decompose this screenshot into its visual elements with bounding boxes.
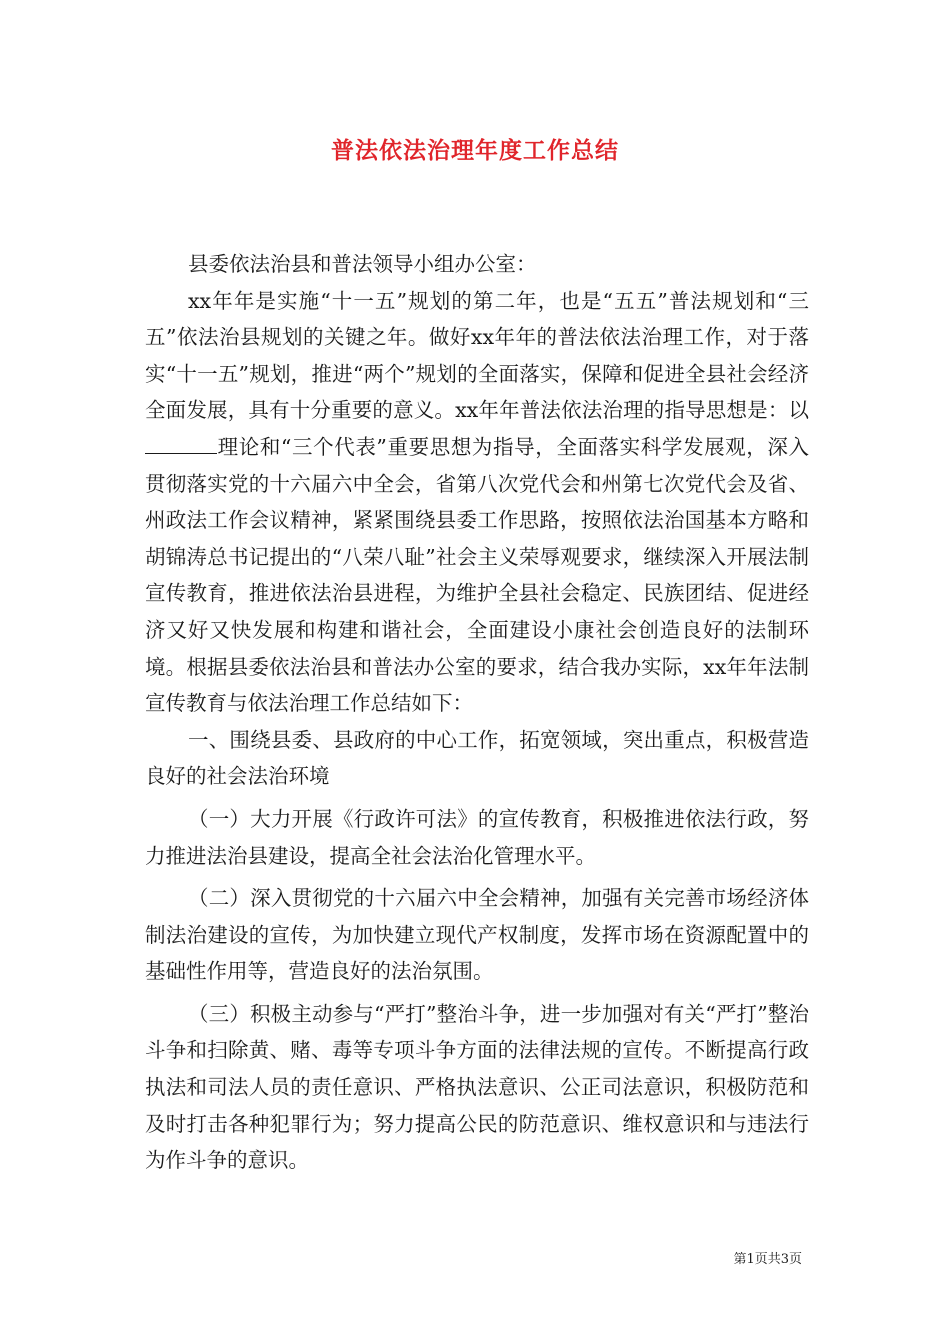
page-number: 第1页共3页	[733, 1252, 802, 1267]
blank-fill-line	[145, 435, 217, 454]
document-body	[145, 246, 809, 1179]
subsection-3: （三）积极主动参与“严打”整治斗争，进一步加强对有关“严打”整治斗争和扫除黄、赌、毒等专项斗争方面的法律法规的宣传。不断提高行政执法和司法人员的责任意识、严格执法意识、公正司法意识，积极防范和及时打击各种犯罪行为；努力提高公民的防范意识、维权意识和与违法行为作斗争的意识。	[145, 1001, 809, 1173]
subsection-1: （一）大力开展《行政许可法》的宣传教育，积极推进依法行政，努力推进法治县建设，提高全社会法治化管理水平。	[145, 806, 809, 868]
intro-paragraph-part-2: 理论和“三个代表”重要思想为指导，全面落实科学发展观，深入贯彻落实党的十六届六中全会，省第八次党代会和州第七次党代会及省、州政法工作会议精神，紧紧围绕县委工作思路，按照依法治国基本方略和胡锦涛总书记提出的“八荣八耻”社会主义荣辱观要求，继续深入开展法制宣传教育，推进依法治县进程，为维护全县社会稳定、民族团结、促进经济又好又快发展和构建和谐社会，全面建设小康社会创造良好的法制环境。根据县委依法治县和普法办公室的要求，结合我办实际，xx年年法制宣传教育与依法治理工作总结如下：	[145, 434, 809, 716]
intro-paragraph-part-1: xx年年是实施“十一五”规划的第二年，也是“五五”普法规划和“三五”依法治县规划的关键之年。做好xx年年的普法依法治理工作，对于落实“十一五”规划，推进“两个”规划的全面落实，保障和促进全县社会经济全面发展，具有十分重要的意义。xx年年普法依法治理的指导思想是：以	[145, 288, 809, 423]
intro-paragraph	[145, 283, 809, 722]
subsection-2: （二）深入贯彻党的十六届六中全会精神，加强有关完善市场经济体制法治建设的宣传，为加快建立现代产权制度，发挥市场在资源配置中的基础性作用等，营造良好的法治氛围。	[145, 886, 809, 984]
section-heading-1: 一、围绕县委、县政府的中心工作，拓宽领域，突出重点，积极营造良好的社会法治环境	[145, 727, 809, 789]
document-title: 普法依法治理年度工作总结	[331, 137, 619, 164]
salutation: 县委依法治县和普法领导小组办公室：	[188, 252, 537, 276]
